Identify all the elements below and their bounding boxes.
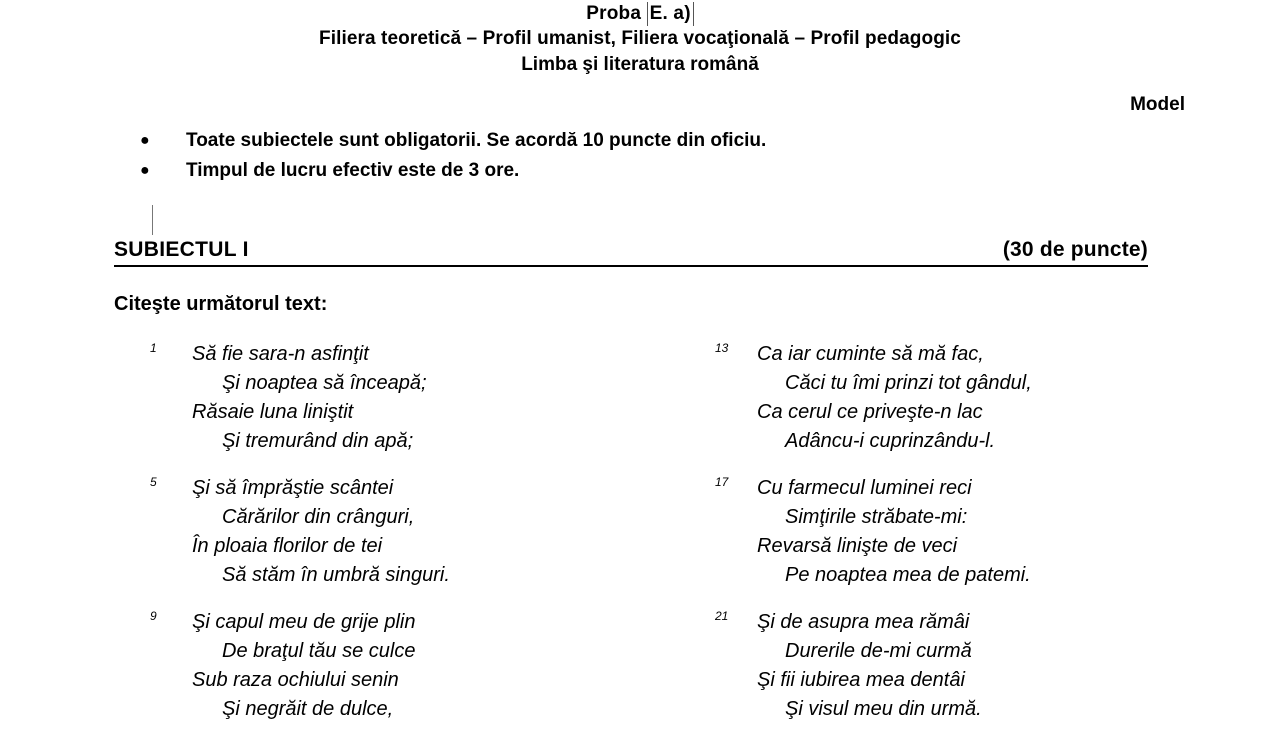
verse-line: Să fie sara-n asfinţit [192, 343, 369, 365]
verse-line: Şi fii iubirea mea dentâi [757, 669, 965, 691]
proba-code-box: E. a) [647, 2, 694, 26]
stanza-line-number: 1 [150, 341, 157, 355]
verse-line: În ploaia florilor de tei [192, 535, 383, 557]
stanza-line-number: 17 [715, 475, 729, 489]
stanza [695, 340, 1200, 456]
stanza [150, 608, 655, 724]
exam-test-line [0, 2, 1280, 26]
verse-line: Cu farmecul luminei reci [757, 477, 972, 499]
poem-body [150, 340, 1200, 742]
exam-subject-line: Limba şi literatura română [521, 54, 759, 75]
verse-line: Şi noaptea să înceapă; [222, 372, 427, 394]
stanza [150, 340, 655, 456]
list-item [140, 156, 1280, 186]
stanza-line-number: 13 [715, 341, 729, 355]
instruction-text: Toate subiectele sunt obligatorii. Se acordă 10 puncte din oficiu. [186, 130, 767, 151]
subject-title: SUBIECTUL I [114, 238, 249, 261]
verse-line: De braţul tău se culce [222, 640, 416, 662]
stanza [150, 474, 655, 590]
exam-profile-line: Filiera teoretică – Profil umanist, Filiera vocaţională – Profil pedagogic [319, 28, 961, 49]
verse-line: Cărărilor din crânguri, [222, 506, 415, 528]
verse-line: Răsaie luna liniştit [192, 401, 354, 423]
poem-column-left [150, 340, 655, 742]
stanza [695, 474, 1200, 590]
exam-instructions-list [0, 126, 1280, 186]
verse-line: Sub raza ochiului senin [192, 669, 399, 691]
verse-line: Durerile de-mi curmă [785, 640, 972, 662]
model-label: Model [1130, 94, 1185, 115]
stanza-line-number: 5 [150, 475, 157, 489]
stanza-line-number: 9 [150, 609, 157, 623]
verse-line: Şi visul meu din urmă. [785, 698, 982, 720]
verse-line: Ca iar cuminte să mă fac, [757, 343, 984, 365]
instruction-text: Timpul de lucru efectiv este de 3 ore. [186, 160, 520, 181]
stanza-line-number: 21 [715, 609, 729, 623]
subject-points: (30 de puncte) [1002, 238, 1148, 261]
verse-line: Şi negrăit de dulce, [222, 698, 394, 720]
verse-line: Ca cerul ce priveşte-n lac [757, 401, 983, 423]
poem-column-right [655, 340, 1200, 742]
verse-line: Şi tremurând din apă; [222, 430, 414, 452]
list-item [140, 126, 1280, 156]
subject-heading [114, 238, 1148, 267]
document-header [0, 0, 1280, 78]
verse-line: Revarsă linişte de veci [757, 535, 958, 557]
bullet-icon: ● [140, 162, 150, 179]
verse-line: Şi de asupra mea rămâi [757, 611, 970, 633]
verse-line: Adâncu-i cuprinzându-l. [785, 430, 996, 452]
read-text-instruction: Citeşte următorul text: [114, 293, 328, 315]
verse-line: Căci tu îmi prinzi tot gândul, [785, 372, 1032, 394]
verse-line: Şi să împrăştie scântei [192, 477, 394, 499]
verse-line: Să stăm în umbră singuri. [222, 564, 450, 586]
proba-label: Proba [586, 3, 647, 24]
bullet-icon: ● [140, 132, 150, 149]
stanza [695, 608, 1200, 724]
verse-line: Pe noaptea mea de patemi. [785, 564, 1031, 586]
verse-line: Simţirile străbate-mi: [785, 506, 968, 528]
text-cursor [152, 205, 153, 235]
verse-line: Şi capul meu de grije plin [192, 611, 416, 633]
